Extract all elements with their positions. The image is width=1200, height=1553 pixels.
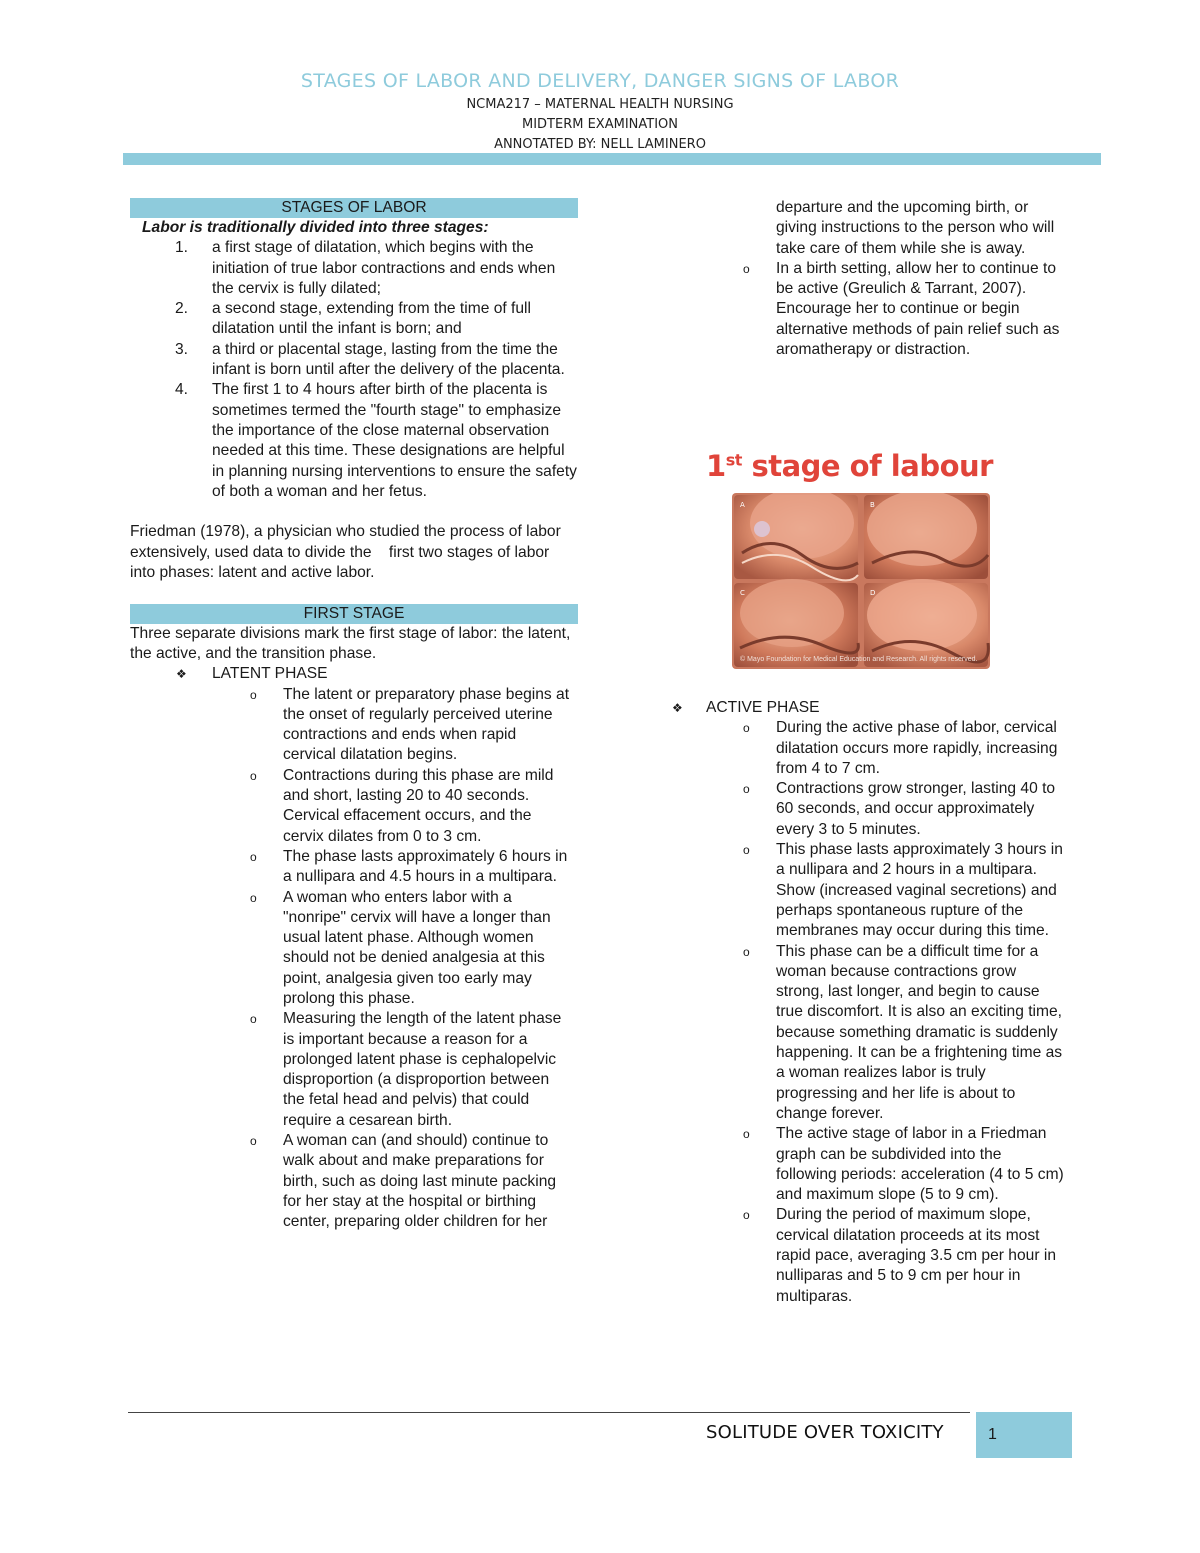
list-item: o Measuring the length of the latent phase is important because a reason for a prolonged latent phase is cephalopelvic disproportion (a disproportion between the fetal head and pelvis) that could require a cesarean birth. bbox=[250, 1010, 562, 1129]
circle-bullet-icon: o bbox=[250, 768, 257, 783]
panel-label-d: D bbox=[870, 589, 876, 597]
circle-bullet-icon: o bbox=[743, 944, 750, 959]
right-column-bottom bbox=[670, 698, 1090, 1307]
circle-bullet-icon: o bbox=[743, 843, 750, 858]
list-item: o Contractions during this phase are mild and short, lasting 20 to 40 seconds. Cervical effacement occurs, and the cervix dilates from 0 to 3 cm. bbox=[250, 766, 554, 845]
left-column bbox=[130, 198, 578, 1233]
friedman-paragraph: Friedman (1978), a physician who studied the process of labor extensively, used data to divide the first two stages of labor into phases: latent and active labor. bbox=[130, 523, 566, 582]
list-item: o Contractions grow stronger, lasting 40 to 60 seconds, and occur approximately every 3 to 5 minutes. bbox=[743, 780, 1056, 838]
annotator: ANNOTATED BY: NELL LAMINERO bbox=[494, 137, 706, 152]
section-heading-first-stage: FIRST STAGE bbox=[130, 604, 578, 624]
figure-image bbox=[732, 493, 990, 669]
circle-bullet-icon: o bbox=[250, 1134, 257, 1149]
diamond-bullet-icon: ❖ bbox=[672, 701, 683, 715]
right-column-top bbox=[670, 198, 1090, 360]
stages-intro: Labor is traditionally divided into three stages: bbox=[142, 219, 489, 236]
circle-bullet-icon: o bbox=[743, 261, 750, 276]
footer-divider bbox=[128, 1412, 970, 1413]
latent-phase-list-continued bbox=[670, 198, 1090, 360]
circle-bullet-icon: o bbox=[250, 687, 257, 702]
list-item: 1. a first stage of dilatation, which begins with the initiation of true labor contractions and ends when the cervix is fully dilated; bbox=[175, 239, 556, 297]
list-item: o The phase lasts approximately 6 hours in a nullipara and 4.5 hours in a multipara. bbox=[250, 847, 568, 886]
diamond-bullet-icon: ❖ bbox=[176, 667, 187, 682]
latent-phase-list bbox=[130, 685, 578, 1233]
list-item: o In a birth setting, allow her to continue to be active (Greulich & Tarrant, 2007). Encourage her to continue or begin alternative methods of pain relief such as aromatherapy or distraction. bbox=[743, 259, 1060, 359]
panel-label-a: A bbox=[740, 501, 745, 509]
circle-bullet-icon: o bbox=[743, 782, 750, 797]
list-item: o During the period of maximum slope, cervical dilatation proceeds at its most rapid pace, averaging 3.5 cm per hour in nulliparas and 5 to 9 cm per hour in multiparas. bbox=[743, 1206, 1056, 1305]
list-item: 2. a second stage, extending from the time of full dilatation until the infant is born; and bbox=[175, 300, 531, 338]
header-divider bbox=[123, 153, 1101, 165]
list-item: 4. The first 1 to 4 hours after birth of the placenta is sometimes termed the "fourth stage" to emphasize the importance of the close maternal observation needed at this time. These designations are helpful in planning nursing interventions to ensure the safety of both a woman and her fetus. bbox=[175, 381, 577, 500]
list-item: o This phase lasts approximately 3 hours in a nullipara and 2 hours in a multipara. Show (increased vaginal secretions) and perhaps spontaneous rupture of the membranes may occur during this time. bbox=[743, 841, 1063, 940]
latent-phase-heading: ❖ LATENT PHASE bbox=[130, 664, 578, 684]
first-stage-figure bbox=[700, 447, 1020, 675]
panel-label-c: C bbox=[740, 589, 745, 597]
active-phase-list bbox=[670, 718, 1090, 1307]
exam-name: MIDTERM EXAMINATION bbox=[522, 117, 678, 132]
page-number: 1 bbox=[988, 1426, 997, 1443]
list-item: o A woman can (and should) continue to walk about and make preparations for birth, such as doing last minute packing for her stay at the hospital or birthing center, preparing older children for her bbox=[250, 1132, 557, 1231]
circle-bullet-icon: o bbox=[743, 1208, 750, 1223]
circle-bullet-icon: o bbox=[743, 1127, 750, 1142]
first-stage-intro: Three separate divisions mark the first stage of labor: the latent, the active, and the transition phase. bbox=[130, 624, 571, 662]
circle-bullet-icon: o bbox=[250, 890, 257, 905]
document-title: STAGES OF LABOR AND DELIVERY, DANGER SIGNS OF LABOR bbox=[300, 70, 900, 92]
figure-title: 1st stage of labour bbox=[706, 449, 993, 483]
uterus-illustration-icon bbox=[732, 493, 990, 669]
list-item: o The active stage of labor in a Friedman graph can be subdivided into the following periods: acceleration (4 to 5 cm) and maximum slope (5 to 9 cm). bbox=[743, 1125, 1064, 1204]
figure-credit: © Mayo Foundation for Medical Education and Research. All rights reserved. bbox=[740, 656, 978, 663]
course-name: NCMA217 – MATERNAL HEALTH NURSING bbox=[466, 97, 734, 112]
list-item: o During the active phase of labor, cervical dilatation occurs more rapidly, increasing from 4 to 7 cm. bbox=[743, 719, 1058, 777]
section-heading-stages: STAGES OF LABOR bbox=[130, 198, 578, 218]
footer-tagline: SOLITUDE OVER TOXICITY bbox=[706, 1422, 944, 1443]
list-item-continued: departure and the upcoming birth, or giving instructions to the person who will take care of them while she is away. bbox=[776, 199, 1055, 257]
active-phase-heading: ❖ ACTIVE PHASE bbox=[670, 698, 1090, 718]
list-item: o This phase can be a difficult time for a woman because contractions grow strong, last longer, and begin to cause true discomfort. It is also an exciting time, because something dramatic is suddenly happening. It can be a frightening time as a woman realizes labor is truly progressing and her life is about to change forever. bbox=[743, 942, 1063, 1122]
list-item: o The latent or preparatory phase begins at the onset of regularly perceived uterine contractions and ends when rapid cervical dilatation begins. bbox=[250, 685, 570, 764]
circle-bullet-icon: o bbox=[250, 1012, 257, 1027]
list-item: o A woman who enters labor with a "nonripe" cervix will have a longer than usual latent phase. Although women should not be denied analgesia at this point, analgesia given too early may prolong this phase. bbox=[250, 888, 551, 1007]
list-item: 3. a third or placental stage, lasting from the time the infant is born until after the delivery of the placenta. bbox=[175, 340, 565, 379]
stages-list bbox=[130, 238, 578, 502]
circle-bullet-icon: o bbox=[250, 849, 257, 864]
panel-label-b: B bbox=[870, 501, 875, 509]
circle-bullet-icon: o bbox=[743, 721, 750, 736]
